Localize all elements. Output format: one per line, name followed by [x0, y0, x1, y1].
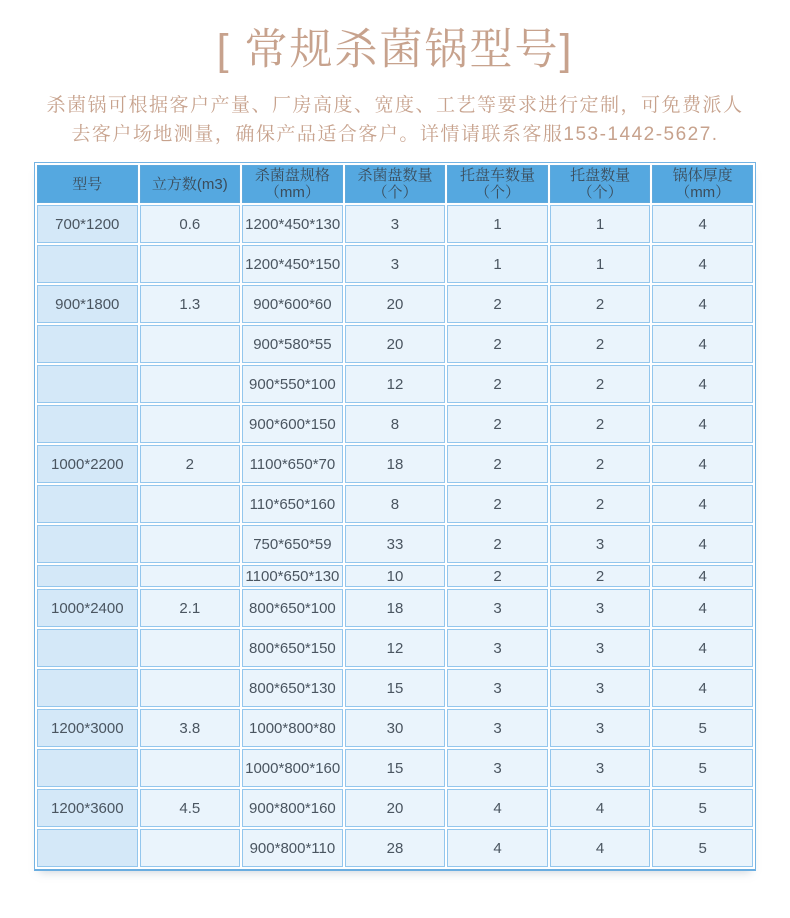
table-cell: 12: [345, 629, 446, 667]
table-cell: 3: [447, 709, 548, 747]
table-cell: 2: [550, 405, 651, 443]
table-cell: 2: [447, 445, 548, 483]
model-cell: 1200*3600: [37, 789, 138, 827]
table-cell: 4: [652, 525, 753, 563]
table-cell: 3: [447, 749, 548, 787]
table-row: [37, 829, 753, 867]
table-row: [37, 709, 753, 747]
model-cell: [37, 325, 138, 363]
table-cell: 5: [652, 829, 753, 867]
table-cell: 5: [652, 749, 753, 787]
table-cell: 3: [345, 245, 446, 283]
model-cell: 900*1800: [37, 285, 138, 323]
table-cell: 4: [652, 565, 753, 587]
table-cell: [140, 669, 241, 707]
table-cell: 900*800*160: [242, 789, 343, 827]
model-cell: [37, 749, 138, 787]
table-cell: 900*600*60: [242, 285, 343, 323]
column-header: 立方数(m3): [140, 165, 241, 203]
table-row: [37, 669, 753, 707]
table-cell: 10: [345, 565, 446, 587]
table-body: [37, 205, 753, 867]
table-cell: [140, 525, 241, 563]
model-cell: [37, 629, 138, 667]
table-cell: 4: [652, 245, 753, 283]
table-cell: 8: [345, 485, 446, 523]
subtitle-line-2: 去客户场地测量，确保产品适合客户。详情请联系客服153-1442-5627.: [71, 124, 719, 145]
model-cell: [37, 405, 138, 443]
table-cell: 8: [345, 405, 446, 443]
table-row: [37, 365, 753, 403]
table-cell: 1: [447, 245, 548, 283]
table-cell: [140, 405, 241, 443]
table-cell: 3: [550, 749, 651, 787]
table-cell: 3: [550, 525, 651, 563]
table-cell: 1200*450*130: [242, 205, 343, 243]
table-cell: 1: [550, 245, 651, 283]
table-row: [37, 325, 753, 363]
table-cell: 2: [550, 565, 651, 587]
table-cell: 900*800*110: [242, 829, 343, 867]
table-row: [37, 749, 753, 787]
subtitle-line-1: 杀菌锅可根据客户产量、厂房高度、宽度、工艺等要求进行定制，可免费派人: [46, 95, 744, 116]
table-cell: 110*650*160: [242, 485, 343, 523]
table-cell: [140, 629, 241, 667]
table-cell: 900*580*55: [242, 325, 343, 363]
table-cell: [140, 829, 241, 867]
table-cell: 0.6: [140, 205, 241, 243]
table-cell: [140, 365, 241, 403]
table-cell: 12: [345, 365, 446, 403]
table-cell: 1100*650*70: [242, 445, 343, 483]
table-cell: 4: [550, 829, 651, 867]
table-cell: 1000*800*80: [242, 709, 343, 747]
table-cell: 4: [550, 789, 651, 827]
table-row: [37, 245, 753, 283]
table-cell: 4: [652, 589, 753, 627]
model-cell: [37, 565, 138, 587]
table-row: [37, 525, 753, 563]
table-row: [37, 405, 753, 443]
table-cell: 4: [652, 365, 753, 403]
table-cell: [140, 565, 241, 587]
table-cell: 20: [345, 325, 446, 363]
column-header: 托盘车数量（个）: [447, 165, 548, 203]
model-cell: 700*1200: [37, 205, 138, 243]
table-cell: 3: [447, 589, 548, 627]
table-cell: 5: [652, 789, 753, 827]
table-cell: 4: [652, 405, 753, 443]
table-cell: 4: [652, 485, 753, 523]
table-cell: 2: [550, 325, 651, 363]
table-cell: 3: [550, 589, 651, 627]
table-cell: 2: [447, 285, 548, 323]
table-cell: 2: [447, 525, 548, 563]
table-cell: [140, 485, 241, 523]
table-cell: 1.3: [140, 285, 241, 323]
table-cell: 28: [345, 829, 446, 867]
table-cell: 20: [345, 285, 446, 323]
model-cell: [37, 829, 138, 867]
table-row: [37, 589, 753, 627]
table-cell: 3: [345, 205, 446, 243]
table-cell: 4: [652, 629, 753, 667]
model-cell: [37, 669, 138, 707]
table-header: [37, 165, 753, 203]
table-cell: 800*650*150: [242, 629, 343, 667]
table-cell: 1100*650*130: [242, 565, 343, 587]
table-cell: 750*650*59: [242, 525, 343, 563]
column-header: 型号: [37, 165, 138, 203]
table-cell: 2: [550, 365, 651, 403]
model-cell: [37, 245, 138, 283]
model-cell: 1200*3000: [37, 709, 138, 747]
table-cell: 3: [447, 669, 548, 707]
column-header: 锅体厚度（mm）: [652, 165, 753, 203]
table-cell: 1: [550, 205, 651, 243]
table-cell: [140, 245, 241, 283]
table-cell: 4: [447, 829, 548, 867]
table-cell: 900*600*150: [242, 405, 343, 443]
column-header: 托盘数量（个）: [550, 165, 651, 203]
table-cell: 4: [652, 285, 753, 323]
table-header-row: [37, 165, 753, 203]
table-cell: [140, 749, 241, 787]
table-cell: 2: [140, 445, 241, 483]
table-cell: 18: [345, 589, 446, 627]
table-cell: 1: [447, 205, 548, 243]
table-cell: 3.8: [140, 709, 241, 747]
table-cell: 1200*450*150: [242, 245, 343, 283]
table-cell: 20: [345, 789, 446, 827]
table-cell: 4: [652, 669, 753, 707]
model-cell: [37, 485, 138, 523]
table-cell: 5: [652, 709, 753, 747]
table-cell: 4: [652, 445, 753, 483]
table-cell: 1000*800*160: [242, 749, 343, 787]
model-cell: [37, 525, 138, 563]
table-cell: 2: [550, 485, 651, 523]
table-cell: 900*550*100: [242, 365, 343, 403]
table-cell: 3: [550, 629, 651, 667]
table-cell: 3: [550, 669, 651, 707]
table-cell: [140, 325, 241, 363]
spec-table: [34, 162, 756, 871]
table-row: [37, 629, 753, 667]
table-cell: 30: [345, 709, 446, 747]
table-cell: 18: [345, 445, 446, 483]
table-cell: 2: [550, 285, 651, 323]
table-cell: 4: [652, 205, 753, 243]
table-cell: 800*650*130: [242, 669, 343, 707]
table-row: [37, 445, 753, 483]
column-header: 杀菌盘规格（mm）: [242, 165, 343, 203]
table-row: [37, 485, 753, 523]
table-cell: 4: [652, 325, 753, 363]
table-row: [37, 789, 753, 827]
table-row: [37, 205, 753, 243]
table-cell: 15: [345, 669, 446, 707]
table-cell: 800*650*100: [242, 589, 343, 627]
model-cell: [37, 365, 138, 403]
table-cell: 2: [447, 405, 548, 443]
table-cell: 4: [447, 789, 548, 827]
table-cell: 15: [345, 749, 446, 787]
table-cell: 2: [447, 365, 548, 403]
table-row: [37, 565, 753, 587]
model-cell: 1000*2200: [37, 445, 138, 483]
table-cell: 2: [447, 485, 548, 523]
table-row: [37, 285, 753, 323]
page-title: [ 常规杀菌锅型号]: [216, 26, 574, 74]
page-subtitle: [5, 91, 785, 149]
table-cell: 2: [550, 445, 651, 483]
column-header: 杀菌盘数量（个）: [345, 165, 446, 203]
table-cell: 2.1: [140, 589, 241, 627]
model-cell: 1000*2400: [37, 589, 138, 627]
table-cell: 4.5: [140, 789, 241, 827]
table-cell: 3: [550, 709, 651, 747]
table-cell: 33: [345, 525, 446, 563]
table-cell: 2: [447, 325, 548, 363]
table-cell: 2: [447, 565, 548, 587]
table-cell: 3: [447, 629, 548, 667]
